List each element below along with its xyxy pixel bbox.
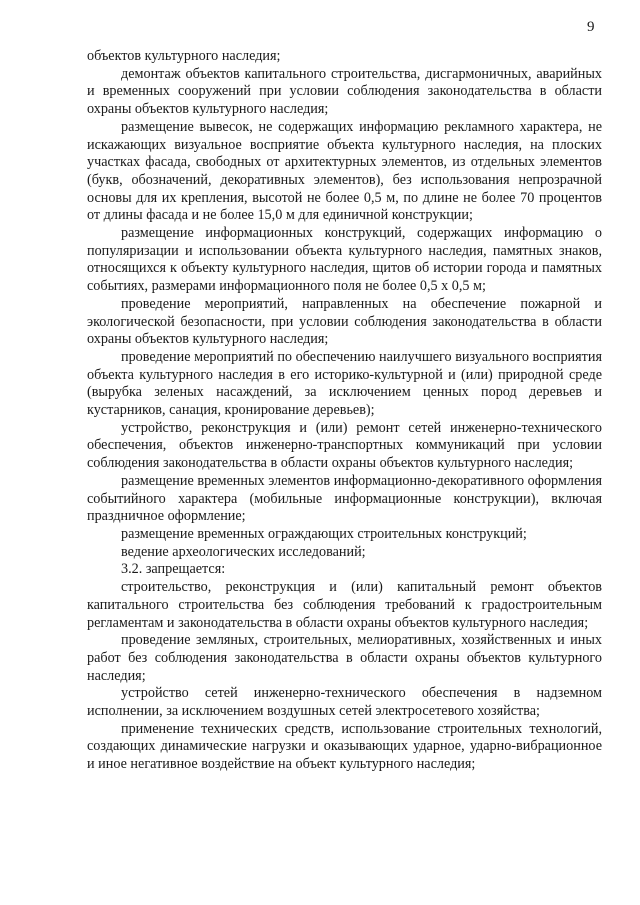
- paragraph: проведение мероприятий по обеспечению наилучшего визуального восприятия объекта культурного наследия в его историко-культурной и (или) природной среде (вырубка зеленых насаждений, за исключением ценных пород деревьев и кустарников, санация, кронирование деревьев);: [87, 348, 602, 419]
- document-body: [87, 48, 602, 774]
- paragraph: проведение земляных, строительных, мелиоративных, хозяйственных и иных работ без соблюдения законодательства в области охраны объектов культурного наследия;: [87, 632, 602, 684]
- paragraph: проведение мероприятий, направленных на обеспечение пожарной и экологической безопасности, при условии соблюдения законодательства в области охраны объектов культурного наследия;: [87, 295, 602, 348]
- paragraph: устройство сетей инженерно-технического обеспечения в надземном исполнении, за исключением воздушных сетей электросетевого хозяйства;: [87, 685, 602, 720]
- section-heading: 3.2. запрещается:: [121, 561, 226, 578]
- paragraph: ведение археологических исследований;: [121, 543, 366, 560]
- paragraph: строительство, реконструкция и (или) капитальный ремонт объектов капитального строительства без соблюдения требований к градостроительным регламентам и законодательства в области охраны объектов культурного наследия;: [87, 579, 602, 631]
- paragraph: применение технических средств, использование строительных технологий, создающих динамические нагрузки и оказывающих ударное, ударно-вибрационное и иное негативное воздействие на объект культурного наследия;: [87, 720, 602, 773]
- paragraph: размещение временных ограждающих строительных конструкций;: [121, 525, 527, 542]
- paragraph: демонтаж объектов капитального строительства, дисгармоничных, аварийных и временных сооружений при условии соблюдения законодательства в области охраны объектов культурного наследия;: [87, 65, 602, 118]
- paragraph: размещение временных элементов информационно-декоративного оформления событийного характера (мобильные информационные конструкции), включая праздничное оформление;: [87, 472, 602, 525]
- paragraph: размещение информационных конструкций, содержащих информацию о популяризации и использовании объекта культурного наследия, памятных знаков, относящихся к объекту культурного наследия, щитов об истории города и памятных событиях, размерами информационного поля не более 0,5 х 0,5 м;: [87, 225, 602, 295]
- paragraph: размещение вывесок, не содержащих информацию рекламного характера, не искажающих визуальное восприятие объекта культурного наследия, на плоских участках фасада, свободных от архитектурных элементов, из отдельных элементов (букв, обозначений, декоративных элементов), без использования непрозрачной основы для их крепления, высотой не более 0,5 м, по длине не более 70 процентов от длины фасада и не более 15,0 м для единичной конструкции;: [87, 118, 602, 224]
- paragraph: устройство, реконструкция и (или) ремонт сетей инженерно-технического обеспечения, объектов инженерно-транспортных коммуникаций при условии соблюдения законодательства в области охраны объектов культурного наследия;: [87, 419, 602, 472]
- page-number: 9: [587, 19, 595, 35]
- paragraph: объектов культурного наследия;: [87, 48, 281, 64]
